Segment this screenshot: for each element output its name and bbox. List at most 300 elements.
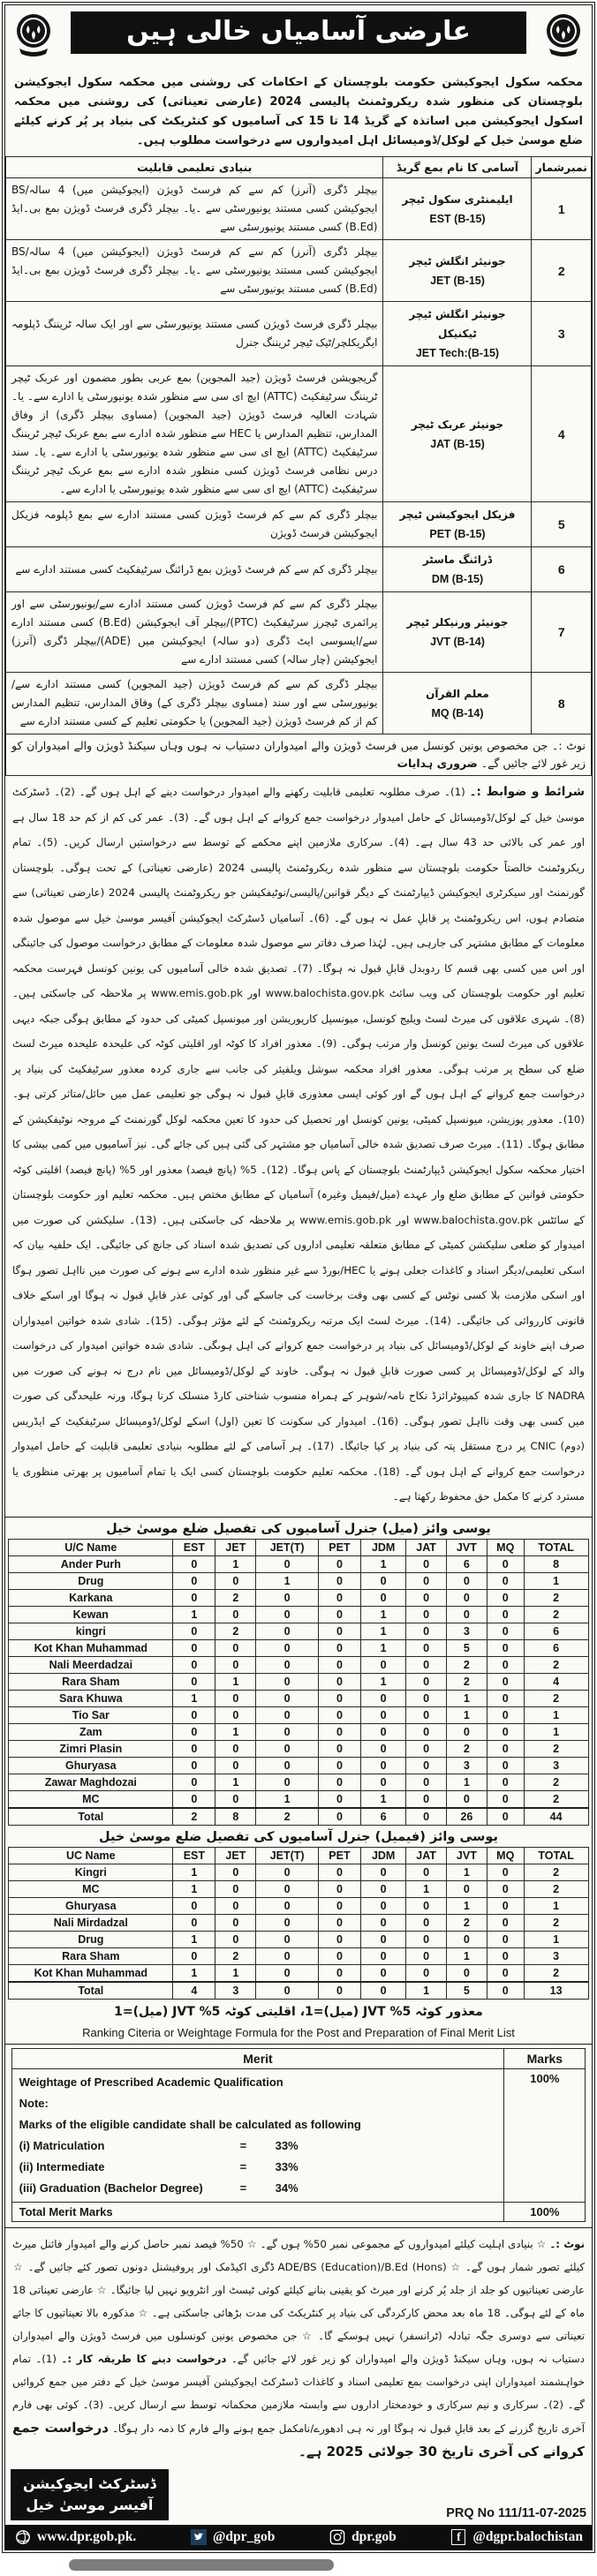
count-cell: 0 [215, 1639, 256, 1656]
count-cell: 1 [524, 1897, 588, 1914]
post-code: EST (B-15) [429, 212, 486, 225]
uc-name-cell: Zam [9, 1723, 173, 1740]
terms-and-conditions [5, 776, 592, 1518]
count-cell: 0 [215, 1706, 256, 1723]
count-cell: 0 [318, 1964, 360, 1982]
count-cell: 0 [173, 1914, 215, 1931]
count-cell: 1 [173, 1931, 215, 1947]
count-cell: 0 [318, 1706, 360, 1723]
count-cell: 6 [524, 1639, 588, 1656]
count-cell: 2 [524, 1964, 588, 1982]
count-cell: 1 [446, 1897, 487, 1914]
post-name-cell [383, 240, 532, 302]
count-cell: 1 [215, 1774, 256, 1790]
total-row [9, 1808, 588, 1826]
count-cell: 1 [406, 1880, 447, 1897]
column-header: EST [173, 1847, 215, 1864]
table-row [9, 1757, 588, 1774]
count-cell: 0 [318, 1808, 360, 1826]
count-cell: 0 [487, 1864, 524, 1880]
post-name-cell [383, 592, 532, 673]
count-cell: 6 [446, 1555, 487, 1572]
table-row [9, 1864, 588, 1880]
merit-column-header: Merit [11, 2048, 504, 2068]
ad-inner-frame [4, 4, 593, 2550]
count-cell: 2 [524, 1790, 588, 1808]
count-cell: 0 [173, 1790, 215, 1808]
count-cell: 0 [360, 1723, 405, 1740]
column-header: TOTAL [524, 1539, 588, 1555]
table-row [9, 1572, 588, 1589]
post-name-cell [383, 547, 532, 592]
count-cell: 8 [215, 1808, 256, 1826]
table-row [9, 1740, 588, 1757]
count-cell: 5 [446, 1639, 487, 1656]
positions-table [5, 156, 592, 776]
column-header: MQ [487, 1847, 524, 1864]
quota-line: معذور کوٹہ 5% JVT (میل)=1، اقلیتی کوٹہ 5% JVT (میل)=1 [114, 2004, 483, 2019]
twitter-handle: @dpr_gob [190, 2528, 275, 2546]
table-row [9, 1555, 588, 1572]
masthead [5, 5, 592, 70]
facebook-handle: f @dgpr.balochistan [450, 2528, 583, 2546]
table-row [9, 1589, 588, 1606]
count-cell: 0 [406, 1690, 447, 1706]
count-cell: 0 [487, 1964, 524, 1982]
count-cell: 1 [446, 1690, 487, 1706]
count-cell: 0 [360, 1572, 405, 1589]
ad-outer-frame [2, 2, 595, 2553]
count-cell: 2 [524, 1774, 588, 1790]
serial-number-cell: 1 [532, 178, 592, 240]
uc-name-cell: Kewan [9, 1606, 173, 1623]
count-cell: 0 [360, 1964, 405, 1982]
count-cell: 4 [173, 1982, 215, 2000]
count-cell: 0 [406, 1639, 447, 1656]
count-cell: 0 [487, 1639, 524, 1656]
count-cell: 2 [446, 1740, 487, 1757]
count-cell: 0 [487, 1623, 524, 1639]
post-name-cell [383, 502, 532, 547]
uc-name-cell: MC [9, 1880, 173, 1897]
merit-item-intermediate: (ii) Intermediate = 33% [19, 2159, 298, 2173]
count-cell: 0 [173, 1897, 215, 1914]
count-cell: 0 [446, 1589, 487, 1606]
count-cell: 1 [406, 1982, 447, 2000]
table-row [9, 1673, 588, 1690]
count-cell: 0 [487, 1790, 524, 1808]
uc-name-cell: Ghuryasa [9, 1757, 173, 1774]
count-cell: 2 [524, 1914, 588, 1931]
uc-name-cell: Sara Khuwa [9, 1690, 173, 1706]
count-cell: 0 [215, 1740, 256, 1757]
column-header: JET [215, 1539, 256, 1555]
count-cell: 0 [446, 1790, 487, 1808]
count-cell: 0 [406, 1964, 447, 1982]
count-cell: 0 [487, 1606, 524, 1623]
count-cell: 0 [406, 1864, 447, 1880]
count-cell: 0 [318, 1982, 360, 2000]
count-cell: 2 [215, 1947, 256, 1964]
bottom-note-stars: ☆ بنیادی اہلیت کیلئے امیدواروں کے مجموعی نمبر 50% ہوں گے۔ ☆ 50% فیصد نمبر حاصل کرنے والے امیدوار فائنل میرٹ کیلئے تصور شمار ہوں گے۔ ☆ ADE/BS (Education)/B.Ed (Hons) ڈگری اکیڈمک اور پروفیشنل دونوں تصور کئے جائیں گے۔ ☆ عارضی تعیناتیوں کو جلد از جلد پُر کرنے اور میرٹ کو یقینی بنانے کیلئے کوئی ٹیسٹ اور انٹرویو نہیں لیا جائیگا۔ ☆ عارضی تعیناتی 18 ماہ کے لئے ہوگی۔ 18 ماہ بعد محض کارکردگی کی بنیاد پر کنٹریکٹ کی مدت بڑھائی جاسکتی ہے۔ ☆ مذکورہ بالا تعیناتیوں کا جائے تعیناتی سے دوسری جگہ تبادلہ (ٹرانسفر) نہیں ہوسکے گا۔ ☆ جن مخصوص یونین کونسلوں میں فرسٹ ڈویژن والے امیدواران دستیاب نہ ہوں، وہاں سیکنڈ ڈویژن والے امیدواران کو زیر غور لائے جائیں گے۔ [12, 2237, 586, 2365]
application-procedure-label: درخواست دینے کا طریقہ کار :۔ [61, 2352, 227, 2365]
count-cell: 0 [256, 1656, 319, 1673]
count-cell: 2 [256, 1808, 319, 1826]
table-row [9, 1964, 588, 1982]
count-cell: 2 [524, 1690, 588, 1706]
table-row [9, 1723, 588, 1740]
count-cell: 0 [406, 1740, 447, 1757]
count-cell: 0 [360, 1706, 405, 1723]
count-cell: 0 [318, 1589, 360, 1606]
bottom-note [5, 2227, 592, 2467]
count-cell: 1 [446, 1706, 487, 1723]
count-cell: 0 [406, 1914, 447, 1931]
uc-name-cell: Kingri [9, 1864, 173, 1880]
serial-number-cell: 8 [532, 673, 592, 734]
column-header: PET [318, 1847, 360, 1864]
post-code: JAT (B-15) [430, 437, 485, 450]
uc-name-cell: Tio Sar [9, 1706, 173, 1723]
count-cell: 0 [360, 1982, 405, 2000]
count-cell: 0 [318, 1690, 360, 1706]
count-cell: 0 [487, 1982, 524, 2000]
count-cell: 0 [406, 1757, 447, 1774]
column-header: U/C Name [9, 1539, 173, 1555]
post-code: JET (B-15) [430, 274, 485, 287]
count-cell: 3 [446, 1623, 487, 1639]
merit-note-label: Note: [19, 2096, 49, 2110]
table-row [9, 1914, 588, 1931]
qualification-cell: بیچلر ڈگری فرسٹ ڈویژن کسی مستند یونیورسٹی سے اور ایک سالہ ٹریننگ ڈپلومہ ایگریکلچر/ٹیک ٹیچر ٹریننگ جنرل [6, 302, 383, 366]
count-cell: 2 [215, 1623, 256, 1639]
count-cell: 0 [256, 1880, 319, 1897]
count-cell: 0 [215, 1572, 256, 1589]
count-cell: 1 [446, 1947, 487, 1964]
facebook-icon: f [450, 2528, 467, 2546]
column-header: JET(T) [256, 1539, 319, 1555]
column-header: TOTAL [524, 1847, 588, 1864]
table-row [9, 1639, 588, 1656]
count-cell: 0 [406, 1931, 447, 1947]
count-cell: 0 [256, 1914, 319, 1931]
count-cell: 1 [215, 1964, 256, 1982]
count-cell: 0 [487, 1774, 524, 1790]
count-cell: 2 [524, 1740, 588, 1757]
count-cell: 0 [318, 1790, 360, 1808]
column-header: PET [318, 1539, 360, 1555]
twitter-icon [190, 2528, 208, 2546]
count-cell: 3 [524, 1757, 588, 1774]
count-cell: 0 [360, 1740, 405, 1757]
count-cell: 0 [487, 1914, 524, 1931]
count-cell: 0 [360, 1897, 405, 1914]
count-cell: 0 [215, 1864, 256, 1880]
female-table-title: یوسی وائز (فیمیل) جنرل آسامیوں کی تفصیل ضلع موسیٰ خیل [99, 1829, 498, 1844]
table-row [9, 1947, 588, 1964]
count-cell: 6 [524, 1623, 588, 1639]
uc-name-cell: Drug [9, 1931, 173, 1947]
post-name-urdu: فزیکل ایجوکیشن ٹیچر [399, 508, 516, 521]
instagram-icon [329, 2528, 346, 2546]
table-row [9, 1656, 588, 1673]
uc-name-cell: Zawar Maghdozai [9, 1774, 173, 1790]
table-row [9, 1897, 588, 1914]
post-code: MQ (B-14) [431, 706, 484, 719]
count-cell: 1 [360, 1639, 405, 1656]
count-cell: 0 [318, 1740, 360, 1757]
table-row [9, 1790, 588, 1808]
count-cell: 0 [487, 1572, 524, 1589]
uc-name-cell: Ghuryasa [9, 1897, 173, 1914]
count-cell: 0 [215, 1757, 256, 1774]
count-cell: 0 [318, 1673, 360, 1690]
total-merit-value: 100% [504, 2202, 586, 2221]
uc-name-cell: Karkana [9, 1589, 173, 1606]
post-name-urdu: جونیئر انگلش ٹیچر ٹیکنیکل [409, 308, 506, 340]
count-cell: 3 [446, 1757, 487, 1774]
count-cell: 0 [256, 1606, 319, 1623]
column-header: JET [215, 1847, 256, 1864]
count-cell: 0 [256, 1690, 319, 1706]
count-cell: 0 [487, 1808, 524, 1826]
uc-name-cell: Kot Khan Muhammad [9, 1964, 173, 1982]
count-cell: 0 [256, 1897, 319, 1914]
count-cell: 0 [256, 1623, 319, 1639]
ranking-heading: Ranking Citeria or Weightage Formula for the Post and Preparation of Final Merit List [5, 2022, 592, 2045]
count-cell: 0 [256, 1723, 319, 1740]
website-link: www.dpr.gob.pk. [14, 2528, 136, 2546]
column-header: JAT [406, 1539, 447, 1555]
count-cell: 1 [524, 1572, 588, 1589]
count-cell: 0 [406, 1589, 447, 1606]
count-cell: 0 [406, 1790, 447, 1808]
merit-row-title: Weightage of Prescribed Academic Qualification [19, 2075, 283, 2089]
table-row [9, 1880, 588, 1897]
count-cell: 0 [318, 1931, 360, 1947]
count-cell: 0 [173, 1589, 215, 1606]
count-cell: 2 [524, 1606, 588, 1623]
count-cell: 1 [256, 1790, 319, 1808]
table-row [9, 1690, 588, 1706]
count-cell: 0 [318, 1572, 360, 1589]
count-cell: 0 [487, 1740, 524, 1757]
qualification-cell: بیچلر ڈگری (آنرز) کم سے کم فرسٹ ڈویژن (ایجوکیشن میں) 4 سالہ/BS ایجوکیشن کسی مستند یونیورسٹی سے ۔یا۔ بیچلر ڈگری فرسٹ ڈویژن بمع بی۔ایڈ (B.Ed) کسی مستند یونیورسٹی سے [6, 178, 383, 240]
column-header: JET(T) [256, 1847, 319, 1864]
count-cell: 1 [360, 1555, 405, 1572]
count-cell: 1 [215, 1673, 256, 1690]
count-cell: 0 [487, 1757, 524, 1774]
count-cell: 0 [406, 1572, 447, 1589]
count-cell: 0 [256, 1964, 319, 1982]
serial-number-cell: 5 [532, 502, 592, 547]
column-header: JVT [446, 1539, 487, 1555]
position-row [6, 366, 592, 502]
count-cell: 8 [524, 1555, 588, 1572]
total-row [9, 1982, 588, 2000]
uc-name-cell: Rara Sham [9, 1673, 173, 1690]
male-uc-table [8, 1539, 588, 1826]
column-header: JVT [446, 1847, 487, 1864]
merit-criteria-cell [11, 2068, 504, 2202]
bottom-note-label: نوٹ :۔ [549, 2237, 586, 2250]
female-uc-table [8, 1847, 588, 2000]
government-crest-icon [11, 10, 57, 68]
post-code: PET (B-15) [429, 528, 486, 540]
column-header: EST [173, 1539, 215, 1555]
count-cell: 0 [256, 1774, 319, 1790]
serial-number-cell: 6 [532, 547, 592, 592]
count-cell: 0 [318, 1606, 360, 1623]
column-header: JDM [360, 1539, 405, 1555]
column-header: JDM [360, 1847, 405, 1864]
count-cell: 0 [487, 1690, 524, 1706]
count-cell: 0 [487, 1555, 524, 1572]
count-cell: 0 [256, 1740, 319, 1757]
table-row [9, 1623, 588, 1639]
serial-number-cell: 2 [532, 240, 592, 302]
qualification-cell: بیچلر ڈگری (آنرز) کم سے کم فرسٹ ڈویژن (ایجوکیشن میں) 4 سالہ/BS ایجوکیشن کسی مستند یونیورسٹی سے ۔یا۔ بیچلر ڈگری فرسٹ ڈویژن بمع بی۔ایڈ (B.Ed) کسی مستند یونیورسٹی سے [6, 240, 383, 302]
instagram-handle: dpr.gob [329, 2528, 397, 2546]
count-cell: 0 [318, 1947, 360, 1964]
count-cell: 2 [524, 1880, 588, 1897]
column-header: UC Name [9, 1847, 173, 1864]
count-cell: 6 [360, 1808, 405, 1826]
count-cell: 0 [487, 1656, 524, 1673]
count-cell: 0 [406, 1723, 447, 1740]
count-cell: 3 [215, 1982, 256, 2000]
post-code: JET Tech:(B-15) [415, 347, 500, 359]
footer-row [5, 2467, 592, 2523]
count-cell: 0 [406, 1656, 447, 1673]
count-cell: 3 [524, 1947, 588, 1964]
table-row [9, 1931, 588, 1947]
count-cell: 0 [406, 1606, 447, 1623]
count-cell: 1 [360, 1606, 405, 1623]
post-name-urdu: ڈرائنگ ماسٹر [422, 554, 493, 566]
uc-name-cell: MC [9, 1790, 173, 1808]
marks-column-header: Marks [504, 2048, 586, 2068]
merit-table [11, 2048, 586, 2222]
count-cell: 44 [524, 1808, 588, 1826]
count-cell: 0 [487, 1706, 524, 1723]
column-header-serial: نمبرشمار [532, 157, 592, 178]
uc-name-cell: Kot Khan Muhammad [9, 1639, 173, 1656]
count-cell: 0 [360, 1656, 405, 1673]
count-cell: 0 [318, 1656, 360, 1673]
position-row [6, 673, 592, 734]
serial-number-cell: 4 [532, 366, 592, 502]
qualification-cell: بیچلر ڈگری کم سے کم فرسٹ ڈویژن بمع ڈرائنگ سرٹیفکیٹ کسی مستند ادارے سے [6, 547, 383, 592]
qualification-cell: گریجویشن فرسٹ ڈویژن (جید المجوین) بمع عربی بطور مضمون اور عربک ٹیچر ٹریننگ سرٹیفکیٹ (ATTC) ایچ ای سی سے منظور شدہ یونیورسٹی یا ادارے سے۔ یا۔ شہادت العالیہ فرسٹ ڈویژن (جید المجوین) (مساوی بیچلر ڈگری) از وفاق المدارس، تنظیم المدارس یا HEC سے منظور شدہ ادارے سے بمع عربک ٹیچر ٹریننگ سرٹیفکیٹ (ATTC) ایچ ای سی سے منظور شدہ یونیورسٹی یا ادارے سے۔ یا۔ سند درس نظامی فرسٹ ڈویژن کسی منظور شدہ ادارے سے بمع عربک ٹیچر ٹریننگ سرٹیفکیٹ (ATTC) ایچ ای سی سے منظور شدہ یونیورسٹی یا ادارے سے۔ [6, 366, 383, 502]
count-cell: 0 [215, 1790, 256, 1808]
count-cell: 0 [487, 1589, 524, 1606]
count-cell: 2 [446, 1673, 487, 1690]
count-cell: 2 [173, 1808, 215, 1826]
count-cell: 0 [360, 1931, 405, 1947]
intro-paragraph: محکمہ سکول ایجوکیشن حکومت بلوچستان کے احکامات کی روشنی میں محکمہ سکول ایجوکیشن بلوچستان کی منظور شدہ ریکروٹمنٹ پالیسی 2024 (عارضی تعیناتی) کی روشنی میں محکمہ اسکول ایجوکیشن میں اساتذہ کے گریڈ 14 تا 15 کی آسامیوں کو کنٹریکٹ کی بنیاد پر پُر کرنے کیلئے ضلع موسیٰ خیل کے لوکل/ڈومیسائل اہل امیدواروں سے درخواست مطلوب ہیں۔ [14, 76, 583, 147]
count-cell: 0 [173, 1740, 215, 1757]
position-row [6, 240, 592, 302]
terms-label: شرائط و ضوابط :۔ [469, 785, 585, 799]
male-table-title: یوسی وائز (میل) جنرل آسامیوں کی تفصیل ضلع موسیٰ خیل [106, 1521, 491, 1536]
uc-name-cell: Total [9, 1982, 173, 2000]
post-name-cell [383, 673, 532, 734]
merit-item-graduation: (iii) Graduation (Bachelor Degree) = 34% [19, 2181, 298, 2195]
count-cell: 0 [446, 1572, 487, 1589]
count-cell: 2 [446, 1914, 487, 1931]
uc-name-cell: Nali Meerdadzai [9, 1656, 173, 1673]
count-cell: 0 [360, 1864, 405, 1880]
count-cell: 1 [215, 1555, 256, 1572]
post-code: JVT (B-14) [430, 636, 485, 648]
count-cell: 0 [406, 1947, 447, 1964]
count-cell: 1 [215, 1723, 256, 1740]
application-procedure-body: (1)۔ تمام خواہشمند امیدواران اپنی درخواست بمع تعلیمی اسناد و کاغذات ڈسٹرکٹ ایجوکیشن آفیسر موسیٰ خیل کے دفتر میں جمع کروائیں گے۔ (2)۔ سرکاری و نیم سرکاری و خودمختار اداروں سے وابستہ ملازمین محکمانہ توسط سے ارسال کریں۔ (3)۔ کوئی بھی فارم آخری تاریخ گزرنے کے بعد قابلِ قبول نہ ہوگا اور نہ ہی ادھورے/نامکمل جمع ہونے والے فارم کا ذمہ دار ہوگا۔ [12, 2352, 586, 2435]
count-cell: 0 [173, 1623, 215, 1639]
count-cell: 0 [406, 1808, 447, 1826]
count-cell: 0 [318, 1555, 360, 1572]
count-cell: 0 [256, 1673, 319, 1690]
count-cell: 0 [215, 1606, 256, 1623]
count-cell: 0 [446, 1931, 487, 1947]
post-name-cell [383, 178, 532, 240]
count-cell: 0 [487, 1880, 524, 1897]
count-cell: 0 [360, 1914, 405, 1931]
count-cell: 0 [406, 1623, 447, 1639]
count-cell: 0 [360, 1589, 405, 1606]
qualification-cell: بیچلر ڈگری کم سے کم فرسٹ ڈویژن کسی مستند ادارے سے بمع ڈپلومہ فزیکل ایجوکیشن فرسٹ ڈویژن [6, 502, 383, 547]
count-cell: 0 [446, 1964, 487, 1982]
column-header: MQ [487, 1539, 524, 1555]
count-cell: 2 [524, 1864, 588, 1880]
count-cell: 0 [215, 1897, 256, 1914]
count-cell: 1 [446, 1774, 487, 1790]
count-cell: 0 [256, 1982, 319, 2000]
count-cell: 0 [173, 1555, 215, 1572]
total-merit-label: Total Merit Marks [11, 2202, 504, 2221]
count-cell: 0 [173, 1757, 215, 1774]
count-cell: 0 [406, 1706, 447, 1723]
issuing-officer-box: ڈسٹرکٹ ایجوکیشن آفیسر موسیٰ خیل [11, 2469, 169, 2520]
count-cell: 0 [215, 1914, 256, 1931]
count-cell: 2 [215, 1589, 256, 1606]
important-instructions-label: ضروری ہدایات [397, 757, 478, 770]
uc-name-cell: Total [9, 1808, 173, 1826]
count-cell: 0 [215, 1690, 256, 1706]
count-cell: 1 [524, 1706, 588, 1723]
count-cell: 0 [256, 1931, 319, 1947]
count-cell: 0 [256, 1589, 319, 1606]
count-cell: 0 [256, 1864, 319, 1880]
count-cell: 0 [487, 1947, 524, 1964]
count-cell: 0 [173, 1723, 215, 1740]
count-cell: 0 [256, 1555, 319, 1572]
merit-marks-value: 100% [504, 2068, 586, 2202]
position-row [6, 302, 592, 366]
uc-name-cell: Zimri Plasin [9, 1740, 173, 1757]
globe-icon [14, 2528, 32, 2546]
count-cell: 1 [360, 1790, 405, 1808]
count-cell: 1 [446, 1864, 487, 1880]
page-title: عارضی آسامیاں خالی ہیں [71, 11, 526, 54]
count-cell: 0 [360, 1757, 405, 1774]
serial-number-cell: 7 [532, 592, 592, 673]
count-cell: 0 [446, 1723, 487, 1740]
position-row [6, 547, 592, 592]
count-cell: 0 [406, 1555, 447, 1572]
count-cell: 0 [256, 1947, 319, 1964]
